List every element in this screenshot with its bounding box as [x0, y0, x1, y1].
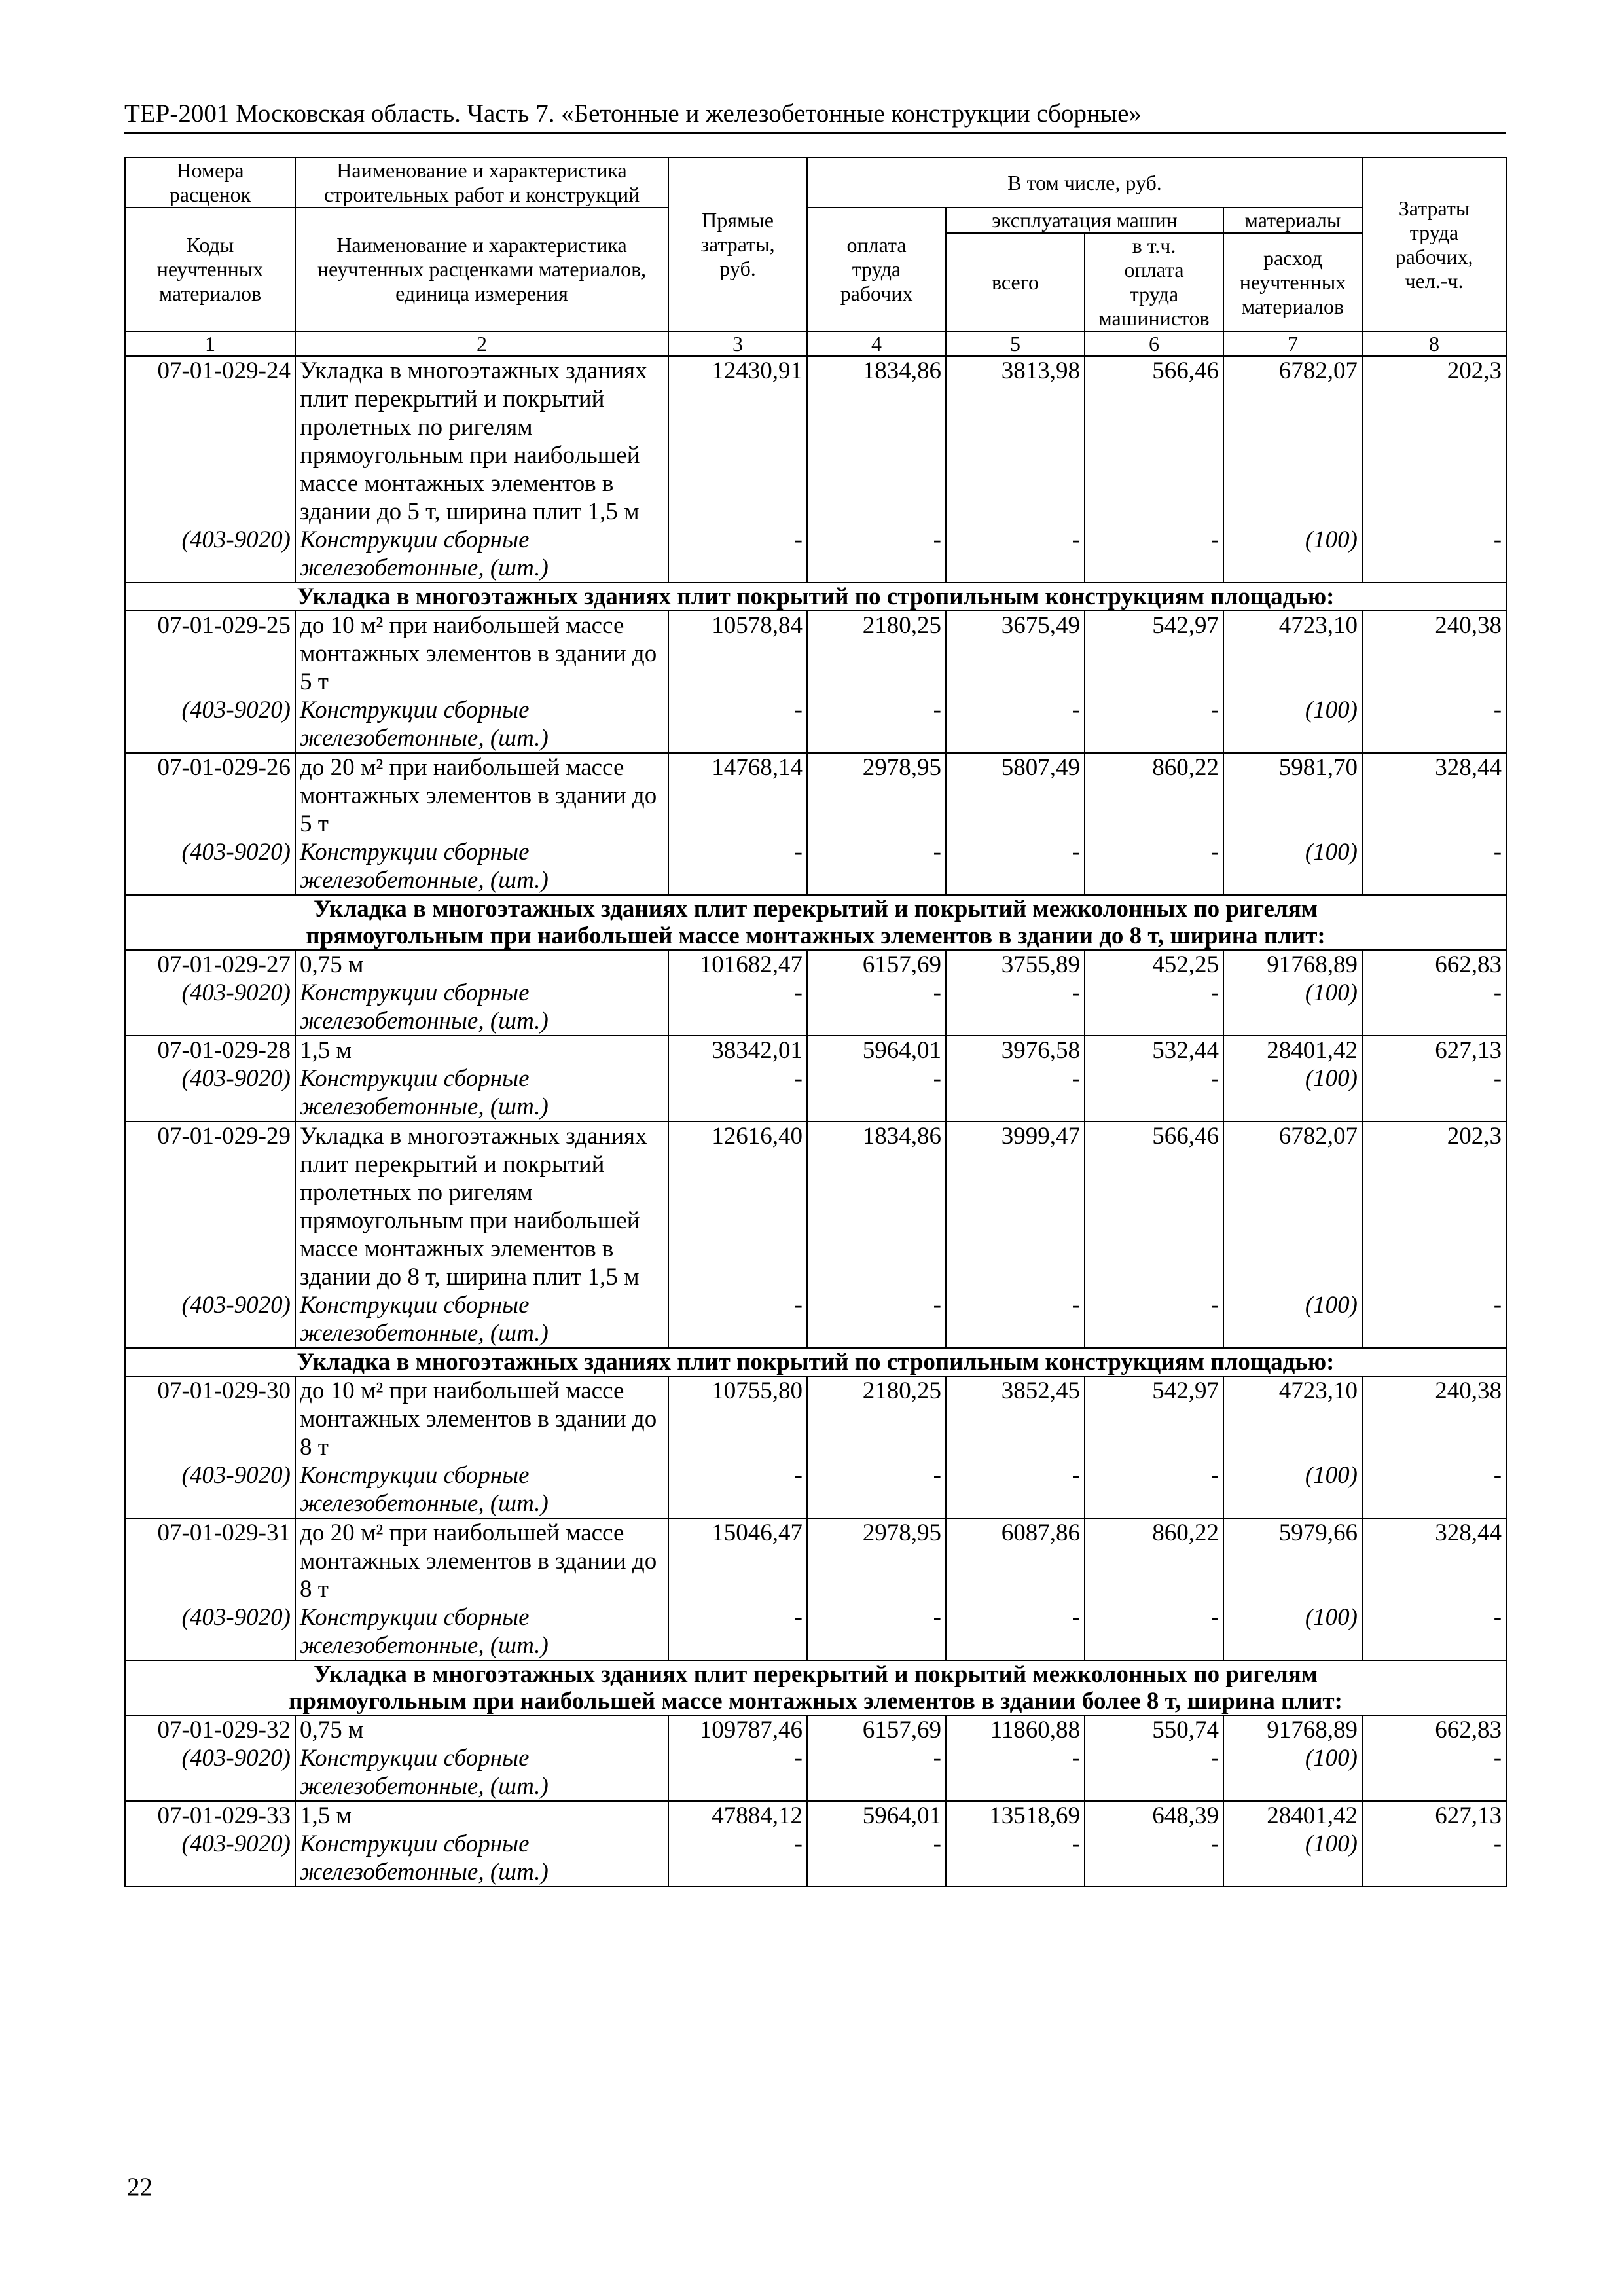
- section-heading: Укладка в многоэтажных зданиях плит покрытий по стропильным конструкциям площадью:: [125, 1348, 1506, 1376]
- operators-pay-value: 648,39: [1152, 1802, 1219, 1829]
- machines-total-value: 6087,86: [1001, 1520, 1080, 1546]
- machines-total: [946, 1036, 1085, 1121]
- column-number: 8: [1362, 331, 1506, 356]
- rate-code-value: 07-01-029-24: [157, 357, 291, 384]
- operators-pay-material-value: -: [1210, 1065, 1219, 1092]
- labor-hours-material-value: -: [1493, 1065, 1502, 1092]
- rate-name: [295, 1376, 668, 1518]
- rate-code-value: 07-01-029-25: [157, 612, 291, 639]
- rate-name-value: до 10 м² при наибольшей массе монтажных элементов в здании до 8 т: [300, 1377, 657, 1461]
- operators-pay-value: 566,46: [1152, 357, 1219, 384]
- direct-costs: [668, 950, 807, 1036]
- machines-total-value: 3852,45: [1001, 1377, 1080, 1404]
- rate-name-value: до 10 м² при наибольшей массе монтажных элементов в здании до 5 т: [300, 612, 657, 695]
- rate-code-material-value: (403-9020): [181, 1292, 291, 1319]
- header-machines: эксплуатация машин: [946, 208, 1223, 233]
- header-machines-total: всего: [946, 233, 1085, 331]
- table-row: [125, 950, 1506, 1036]
- labor-pay-value: 6157,69: [862, 1717, 941, 1743]
- rate-code: [125, 753, 295, 895]
- labor-hours-value: 202,3: [1447, 357, 1502, 384]
- materials-cost-value: 28401,42: [1267, 1037, 1358, 1064]
- table-row: [125, 356, 1506, 583]
- machines-total-value: 11860,88: [990, 1717, 1080, 1743]
- materials-cost-value: 91768,89: [1267, 1717, 1358, 1743]
- labor-pay-value: 2180,25: [862, 612, 941, 639]
- materials-cost-material-value: (100): [1305, 1292, 1358, 1319]
- operators-pay: [1085, 950, 1223, 1036]
- rate-code-value: 07-01-029-32: [157, 1717, 291, 1743]
- machines-total-material-value: -: [1072, 1745, 1080, 1772]
- machines-total-material-value: -: [1072, 526, 1080, 553]
- direct-costs-value: 15046,47: [712, 1520, 803, 1546]
- operators-pay-value: 550,74: [1152, 1717, 1219, 1743]
- labor-pay-value: 2180,25: [862, 1377, 941, 1404]
- direct-costs-material-value: -: [794, 1462, 803, 1489]
- machines-total-value: 3999,47: [1001, 1123, 1080, 1150]
- labor-hours: [1362, 356, 1506, 583]
- machines-total-material-value: -: [1072, 1292, 1080, 1319]
- column-number: 6: [1085, 331, 1223, 356]
- rate-code-material-value: (403-9020): [181, 1745, 291, 1772]
- machines-total-value: 5807,49: [1001, 754, 1080, 781]
- labor-hours: [1362, 753, 1506, 895]
- operators-pay: [1085, 1376, 1223, 1518]
- rate-name-material-value: Конструкции сборные железобетонные, (шт.): [300, 1065, 549, 1120]
- labor-pay-material-value: -: [933, 1745, 941, 1772]
- section-heading-row: [125, 1660, 1506, 1715]
- labor-hours-material-value: -: [1493, 1745, 1502, 1772]
- materials-cost-material-value: (100): [1305, 1462, 1358, 1489]
- labor-pay-value: 2978,95: [862, 1520, 941, 1546]
- rate-code: [125, 356, 295, 583]
- labor-hours-value: 240,38: [1435, 612, 1502, 639]
- rate-name-value: 0,75 м: [300, 951, 364, 978]
- materials-cost-material-value: (100): [1305, 1604, 1358, 1631]
- machines-total-material-value: -: [1072, 697, 1080, 723]
- materials-cost: [1223, 1376, 1362, 1518]
- direct-costs: [668, 611, 807, 753]
- labor-hours-material-value: -: [1493, 697, 1502, 723]
- header-rate-numbers: Номера расценок: [125, 158, 295, 208]
- rate-code: [125, 1376, 295, 1518]
- labor-hours-material-value: -: [1493, 1604, 1502, 1631]
- operators-pay: [1085, 1801, 1223, 1887]
- direct-costs-value: 10755,80: [712, 1377, 803, 1404]
- rate-name-material-value: Конструкции сборные железобетонные, (шт.): [300, 1745, 549, 1800]
- labor-hours-material-value: -: [1493, 979, 1502, 1006]
- rate-name-material-value: Конструкции сборные железобетонные, (шт.): [300, 526, 549, 581]
- direct-costs-value: 14768,14: [712, 754, 803, 781]
- labor-hours-value: 662,83: [1435, 951, 1502, 978]
- rate-code: [125, 1121, 295, 1348]
- labor-hours-material-value: -: [1493, 1292, 1502, 1319]
- operators-pay: [1085, 1715, 1223, 1801]
- column-number: 4: [807, 331, 946, 356]
- machines-total-material-value: -: [1072, 1831, 1080, 1857]
- labor-hours: [1362, 1121, 1506, 1348]
- direct-costs-value: 12616,40: [712, 1123, 803, 1150]
- operators-pay-value: 542,97: [1152, 612, 1219, 639]
- labor-pay: [807, 1036, 946, 1121]
- rate-name: [295, 611, 668, 753]
- direct-costs-material-value: -: [794, 1604, 803, 1631]
- header-work-name: Наименование и характеристика строительных работ и конструкций: [295, 158, 668, 208]
- section-heading-row: [125, 583, 1506, 611]
- rate-name-material-value: Конструкции сборные железобетонные, (шт.): [300, 1604, 549, 1659]
- rate-code-material-value: (403-9020): [181, 979, 291, 1006]
- machines-total-value: 3813,98: [1001, 357, 1080, 384]
- labor-pay-value: 6157,69: [862, 951, 941, 978]
- section-heading: Укладка в многоэтажных зданиях плит перекрытий и покрытий межколонных по ригелям прямоугольным при наибольшей массе монтажных элементов в здании до 8 т, ширина плит:: [125, 895, 1506, 950]
- section-heading: Укладка в многоэтажных зданиях плит покрытий по стропильным конструкциям площадью:: [125, 583, 1506, 611]
- machines-total: [946, 1376, 1085, 1518]
- materials-cost-value: 4723,10: [1278, 612, 1358, 639]
- machines-total: [946, 611, 1085, 753]
- direct-costs: [668, 1376, 807, 1518]
- direct-costs-value: 12430,91: [712, 357, 803, 384]
- machines-total: [946, 1801, 1085, 1887]
- column-number: 2: [295, 331, 668, 356]
- operators-pay-value: 860,22: [1152, 1520, 1219, 1546]
- page-header: ТЕР-2001 Московская область. Часть 7. «Бетонные и железобетонные конструкции сборные»: [124, 98, 1506, 134]
- labor-hours-value: 328,44: [1435, 754, 1502, 781]
- rate-name-material-value: Конструкции сборные железобетонные, (шт.): [300, 697, 549, 752]
- rate-name-value: Укладка в многоэтажных зданиях плит перекрытий и покрытий пролетных по ригелям прямоугольным при наибольшей массе монтажных элементов в здании до 5 т, ширина плит 1,5 м: [300, 357, 647, 525]
- rate-code-material-value: (403-9020): [181, 697, 291, 723]
- machines-total-material-value: -: [1072, 1604, 1080, 1631]
- machines-total-value: 3755,89: [1001, 951, 1080, 978]
- direct-costs-material-value: -: [794, 1065, 803, 1092]
- header-labor-pay: оплата труда рабочих: [807, 208, 946, 331]
- rate-code-value: 07-01-029-30: [157, 1377, 291, 1404]
- direct-costs: [668, 1715, 807, 1801]
- rate-code-value: 07-01-029-26: [157, 754, 291, 781]
- rate-code-value: 07-01-029-28: [157, 1037, 291, 1064]
- machines-total-material-value: -: [1072, 1065, 1080, 1092]
- direct-costs-value: 38342,01: [712, 1037, 803, 1064]
- labor-hours-value: 627,13: [1435, 1802, 1502, 1829]
- operators-pay-value: 532,44: [1152, 1037, 1219, 1064]
- table-row: [125, 1715, 1506, 1801]
- header-including: В том числе, руб.: [807, 158, 1362, 208]
- table-row: [125, 1376, 1506, 1518]
- table-row: [125, 1801, 1506, 1887]
- machines-total-value: 3976,58: [1001, 1037, 1080, 1064]
- direct-costs: [668, 753, 807, 895]
- rate-name-material-value: Конструкции сборные железобетонные, (шт.): [300, 1462, 549, 1517]
- header-material-name: Наименование и характеристика неучтенных расценками материалов, единица измерения: [295, 208, 668, 331]
- machines-total: [946, 950, 1085, 1036]
- rates-table: [124, 157, 1507, 1887]
- machines-total-value: 13518,69: [989, 1802, 1080, 1829]
- labor-pay: [807, 1518, 946, 1660]
- rate-code-material-value: (403-9020): [181, 1462, 291, 1489]
- labor-pay-value: 1834,86: [862, 1123, 941, 1150]
- direct-costs-material-value: -: [794, 526, 803, 553]
- labor-pay: [807, 950, 946, 1036]
- rate-code: [125, 611, 295, 753]
- table-row: [125, 1036, 1506, 1121]
- labor-hours: [1362, 1036, 1506, 1121]
- operators-pay: [1085, 753, 1223, 895]
- labor-pay-value: 1834,86: [862, 357, 941, 384]
- operators-pay-material-value: -: [1210, 1745, 1219, 1772]
- direct-costs: [668, 356, 807, 583]
- labor-pay: [807, 1801, 946, 1887]
- labor-hours-material-value: -: [1493, 526, 1502, 553]
- labor-hours: [1362, 1715, 1506, 1801]
- column-number: 1: [125, 331, 295, 356]
- machines-total: [946, 753, 1085, 895]
- direct-costs: [668, 1036, 807, 1121]
- labor-pay: [807, 753, 946, 895]
- rate-name: [295, 753, 668, 895]
- section-heading-row: [125, 895, 1506, 950]
- machines-total: [946, 1121, 1085, 1348]
- rate-code: [125, 950, 295, 1036]
- rate-code-value: 07-01-029-29: [157, 1123, 291, 1150]
- labor-pay: [807, 1121, 946, 1348]
- rate-name-material-value: Конструкции сборные железобетонные, (шт.): [300, 1292, 549, 1347]
- section-heading-row: [125, 1348, 1506, 1376]
- rate-code-value: 07-01-029-31: [157, 1520, 291, 1546]
- materials-cost: [1223, 356, 1362, 583]
- rate-name-value: 1,5 м: [300, 1037, 352, 1064]
- materials-cost: [1223, 1121, 1362, 1348]
- labor-hours-value: 662,83: [1435, 1717, 1502, 1743]
- materials-cost-value: 28401,42: [1267, 1802, 1358, 1829]
- materials-cost-material-value: (100): [1305, 1745, 1358, 1772]
- rate-name-material-value: Конструкции сборные железобетонные, (шт.): [300, 979, 549, 1034]
- materials-cost: [1223, 611, 1362, 753]
- materials-cost: [1223, 1715, 1362, 1801]
- column-number: 7: [1223, 331, 1362, 356]
- materials-cost-value: 6782,07: [1278, 357, 1358, 384]
- labor-hours: [1362, 1518, 1506, 1660]
- labor-pay-material-value: -: [933, 1604, 941, 1631]
- rate-name-value: до 20 м² при наибольшей массе монтажных элементов в здании до 8 т: [300, 1520, 657, 1603]
- page-number: 22: [127, 2173, 153, 2201]
- column-number: 5: [946, 331, 1085, 356]
- table-body: [125, 356, 1506, 1887]
- labor-hours: [1362, 611, 1506, 753]
- labor-hours: [1362, 1376, 1506, 1518]
- direct-costs-material-value: -: [794, 979, 803, 1006]
- operators-pay: [1085, 611, 1223, 753]
- materials-cost: [1223, 950, 1362, 1036]
- labor-pay-material-value: -: [933, 1292, 941, 1319]
- direct-costs-material-value: -: [794, 1745, 803, 1772]
- direct-costs-material-value: -: [794, 697, 803, 723]
- direct-costs: [668, 1518, 807, 1660]
- machines-total-value: 3675,49: [1001, 612, 1080, 639]
- labor-pay: [807, 1715, 946, 1801]
- materials-cost: [1223, 753, 1362, 895]
- rate-code-material-value: (403-9020): [181, 839, 291, 866]
- labor-hours-material-value: -: [1493, 839, 1502, 866]
- labor-hours-value: 202,3: [1447, 1123, 1502, 1150]
- operators-pay-material-value: -: [1210, 1462, 1219, 1489]
- operators-pay-value: 860,22: [1152, 754, 1219, 781]
- labor-pay-material-value: -: [933, 1065, 941, 1092]
- rate-name: [295, 356, 668, 583]
- table-row: [125, 611, 1506, 753]
- labor-pay-material-value: -: [933, 1831, 941, 1857]
- machines-total: [946, 1518, 1085, 1660]
- operators-pay-material-value: -: [1210, 526, 1219, 553]
- direct-costs-value: 10578,84: [712, 612, 803, 639]
- column-number-row: [125, 331, 1506, 356]
- rate-code-material-value: (403-9020): [181, 1065, 291, 1092]
- direct-costs: [668, 1801, 807, 1887]
- machines-total-material-value: -: [1072, 979, 1080, 1006]
- rate-code-material-value: (403-9020): [181, 1604, 291, 1631]
- header-materials: материалы: [1223, 208, 1362, 233]
- rate-name-value: 1,5 м: [300, 1802, 352, 1829]
- rate-name-value: до 20 м² при наибольшей массе монтажных элементов в здании до 5 т: [300, 754, 657, 837]
- header-operators-pay: в т.ч. оплата труда машинистов: [1085, 233, 1223, 331]
- operators-pay-material-value: -: [1210, 979, 1219, 1006]
- machines-total: [946, 356, 1085, 583]
- labor-pay: [807, 1376, 946, 1518]
- labor-hours-material-value: -: [1493, 1831, 1502, 1857]
- rate-name: [295, 1036, 668, 1121]
- column-number: 3: [668, 331, 807, 356]
- operators-pay-material-value: -: [1210, 1604, 1219, 1631]
- table-row: [125, 753, 1506, 895]
- materials-cost-material-value: (100): [1305, 839, 1358, 866]
- materials-cost-value: 5979,66: [1278, 1520, 1358, 1546]
- rate-code-value: 07-01-029-33: [157, 1802, 291, 1829]
- rate-name: [295, 1801, 668, 1887]
- direct-costs-material-value: -: [794, 1831, 803, 1857]
- operators-pay-material-value: -: [1210, 1831, 1219, 1857]
- labor-pay: [807, 356, 946, 583]
- machines-total-material-value: -: [1072, 839, 1080, 866]
- materials-cost-material-value: (100): [1305, 526, 1358, 553]
- labor-pay-material-value: -: [933, 697, 941, 723]
- labor-pay-material-value: -: [933, 979, 941, 1006]
- direct-costs-material-value: -: [794, 1292, 803, 1319]
- direct-costs-value: 101682,47: [699, 951, 803, 978]
- operators-pay-value: 566,46: [1152, 1123, 1219, 1150]
- operators-pay-material-value: -: [1210, 1292, 1219, 1319]
- labor-hours-value: 627,13: [1435, 1037, 1502, 1064]
- table-row: [125, 1121, 1506, 1348]
- materials-cost: [1223, 1036, 1362, 1121]
- rate-name: [295, 1518, 668, 1660]
- labor-pay-material-value: -: [933, 839, 941, 866]
- header-unaccounted-materials: расход неучтенных материалов: [1223, 233, 1362, 331]
- labor-hours: [1362, 950, 1506, 1036]
- operators-pay: [1085, 1121, 1223, 1348]
- materials-cost-material-value: (100): [1305, 697, 1358, 723]
- rate-name-value: 0,75 м: [300, 1717, 364, 1743]
- materials-cost-material-value: (100): [1305, 979, 1358, 1006]
- rate-name-material-value: Конструкции сборные железобетонные, (шт.): [300, 839, 549, 894]
- materials-cost: [1223, 1518, 1362, 1660]
- rate-code-material-value: (403-9020): [181, 1831, 291, 1857]
- rate-name: [295, 1715, 668, 1801]
- machines-total: [946, 1715, 1085, 1801]
- rate-code: [125, 1036, 295, 1121]
- materials-cost-value: 91768,89: [1267, 951, 1358, 978]
- operators-pay-value: 542,97: [1152, 1377, 1219, 1404]
- labor-hours-value: 328,44: [1435, 1520, 1502, 1546]
- operators-pay: [1085, 1518, 1223, 1660]
- labor-pay-material-value: -: [933, 1462, 941, 1489]
- rate-code: [125, 1715, 295, 1801]
- rate-code-material-value: (403-9020): [181, 526, 291, 553]
- labor-pay-value: 2978,95: [862, 754, 941, 781]
- rate-code: [125, 1518, 295, 1660]
- rate-code-value: 07-01-029-27: [157, 951, 291, 978]
- header-material-codes: Коды неучтенных материалов: [125, 208, 295, 331]
- materials-cost-value: 5981,70: [1278, 754, 1358, 781]
- operators-pay-material-value: -: [1210, 839, 1219, 866]
- direct-costs-value: 47884,12: [712, 1802, 803, 1829]
- materials-cost-material-value: (100): [1305, 1065, 1358, 1092]
- rate-name-value: Укладка в многоэтажных зданиях плит перекрытий и покрытий пролетных по ригелям прямоугольным при наибольшей массе монтажных элементов в здании до 8 т, ширина плит 1,5 м: [300, 1123, 647, 1290]
- materials-cost-material-value: (100): [1305, 1831, 1358, 1857]
- header-labor-hours: Затраты труда рабочих, чел.-ч.: [1362, 158, 1506, 331]
- labor-pay-value: 5964,01: [862, 1802, 941, 1829]
- labor-pay-material-value: -: [933, 526, 941, 553]
- rate-code: [125, 1801, 295, 1887]
- materials-cost: [1223, 1801, 1362, 1887]
- operators-pay: [1085, 356, 1223, 583]
- rate-name: [295, 1121, 668, 1348]
- operators-pay-value: 452,25: [1152, 951, 1219, 978]
- header-direct-costs: Прямые затраты, руб.: [668, 158, 807, 331]
- labor-hours-value: 240,38: [1435, 1377, 1502, 1404]
- materials-cost-value: 6782,07: [1278, 1123, 1358, 1150]
- section-heading: Укладка в многоэтажных зданиях плит перекрытий и покрытий межколонных по ригелям прямоугольным при наибольшей массе монтажных элементов в здании более 8 т, ширина плит:: [125, 1660, 1506, 1715]
- labor-hours-material-value: -: [1493, 1462, 1502, 1489]
- operators-pay: [1085, 1036, 1223, 1121]
- materials-cost-value: 4723,10: [1278, 1377, 1358, 1404]
- rate-name-material-value: Конструкции сборные железобетонные, (шт.): [300, 1831, 549, 1886]
- direct-costs-value: 109787,46: [699, 1717, 803, 1743]
- machines-total-material-value: -: [1072, 1462, 1080, 1489]
- labor-hours: [1362, 1801, 1506, 1887]
- rate-name: [295, 950, 668, 1036]
- labor-pay-value: 5964,01: [862, 1037, 941, 1064]
- direct-costs: [668, 1121, 807, 1348]
- direct-costs-material-value: -: [794, 839, 803, 866]
- labor-pay: [807, 611, 946, 753]
- operators-pay-material-value: -: [1210, 697, 1219, 723]
- table-row: [125, 1518, 1506, 1660]
